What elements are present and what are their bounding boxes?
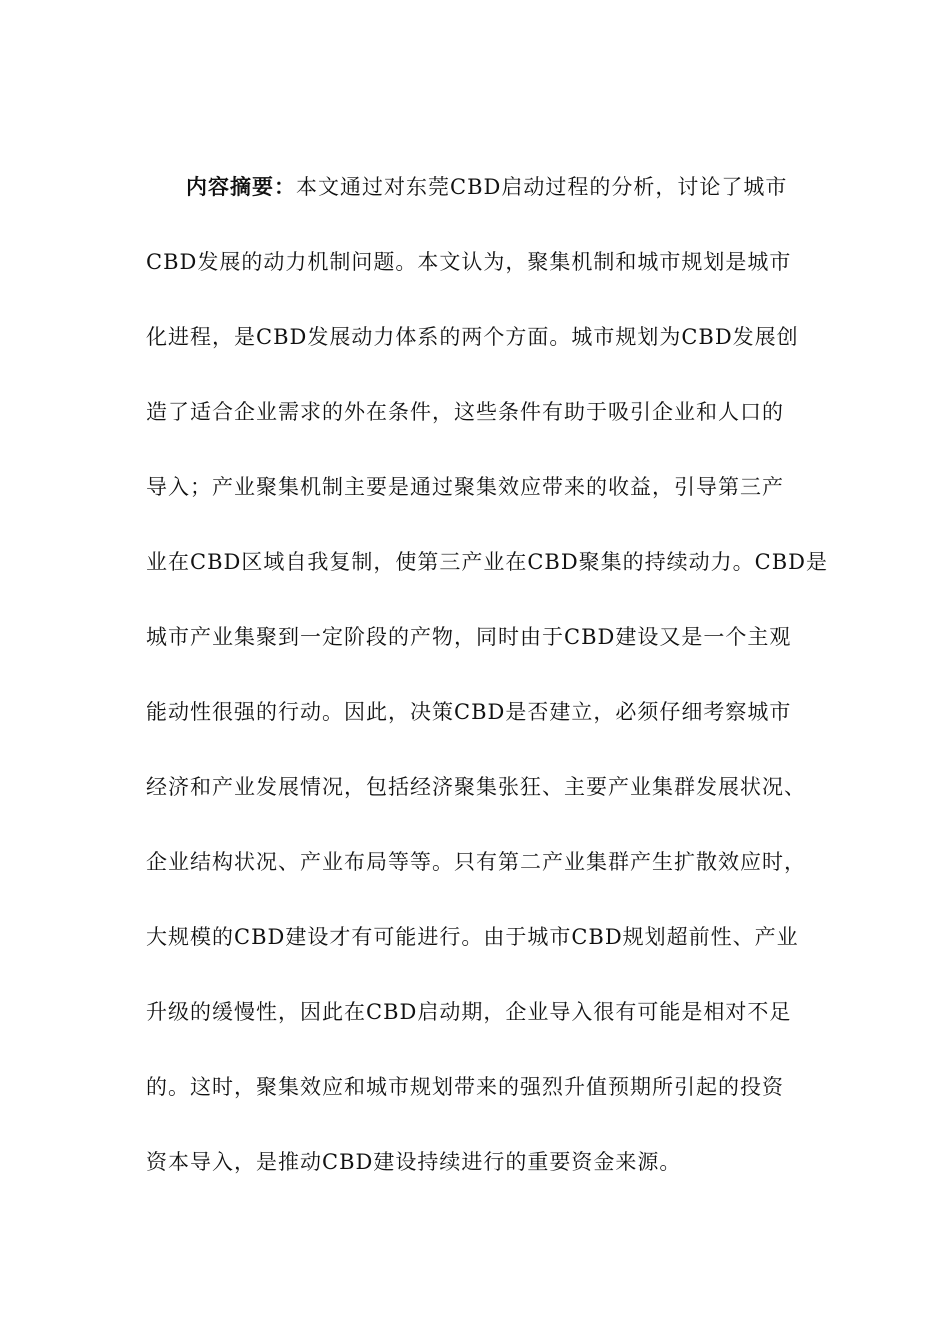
abstract-line: 化进程，是CBD发展动力体系的两个方面。城市规划为CBD发展创 <box>146 325 799 349</box>
abstract-line: 的。这时，聚集效应和城市规划带来的强烈升值预期所引起的投资 <box>146 1075 784 1099</box>
abstract-line: 业在CBD区域自我复制，使第三产业在CBD聚集的持续动力。CBD是 <box>146 550 829 574</box>
abstract-line: CBD发展的动力机制问题。本文认为，聚集机制和城市规划是城市 <box>146 250 792 274</box>
abstract-line: 经济和产业发展情况，包括经济聚集张狂、主要产业集群发展状况、 <box>146 775 806 799</box>
abstract-line: 城市产业集聚到一定阶段的产物，同时由于CBD建设又是一个主观 <box>146 625 792 649</box>
abstract-line: 企业结构状况、产业布局等等。只有第二产业集群产生扩散效应时， <box>146 850 806 874</box>
abstract-line: 资本导入，是推动CBD建设持续进行的重要资金来源。 <box>146 1150 682 1174</box>
abstract-line-text: 本文通过对东莞CBD启动过程的分析，讨论了城市 <box>296 175 788 199</box>
abstract-line: 大规模的CBD建设才有可能进行。由于城市CBD规划超前性、产业 <box>146 925 799 949</box>
abstract-line: 导入；产业聚集机制主要是通过聚集效应带来的收益，引导第三产 <box>146 475 784 499</box>
abstract-line <box>146 167 816 242</box>
abstract-line: 造了适合企业需求的外在条件，这些条件有助于吸引企业和人口的 <box>146 400 784 424</box>
abstract-line: 升级的缓慢性，因此在CBD启动期，企业导入很有可能是相对不足 <box>146 1000 792 1024</box>
abstract-label: 内容摘要： <box>186 174 296 199</box>
abstract-paragraph <box>146 167 829 1217</box>
abstract-line: 能动性很强的行动。因此，决策CBD是否建立，必须仔细考察城市 <box>146 700 792 724</box>
